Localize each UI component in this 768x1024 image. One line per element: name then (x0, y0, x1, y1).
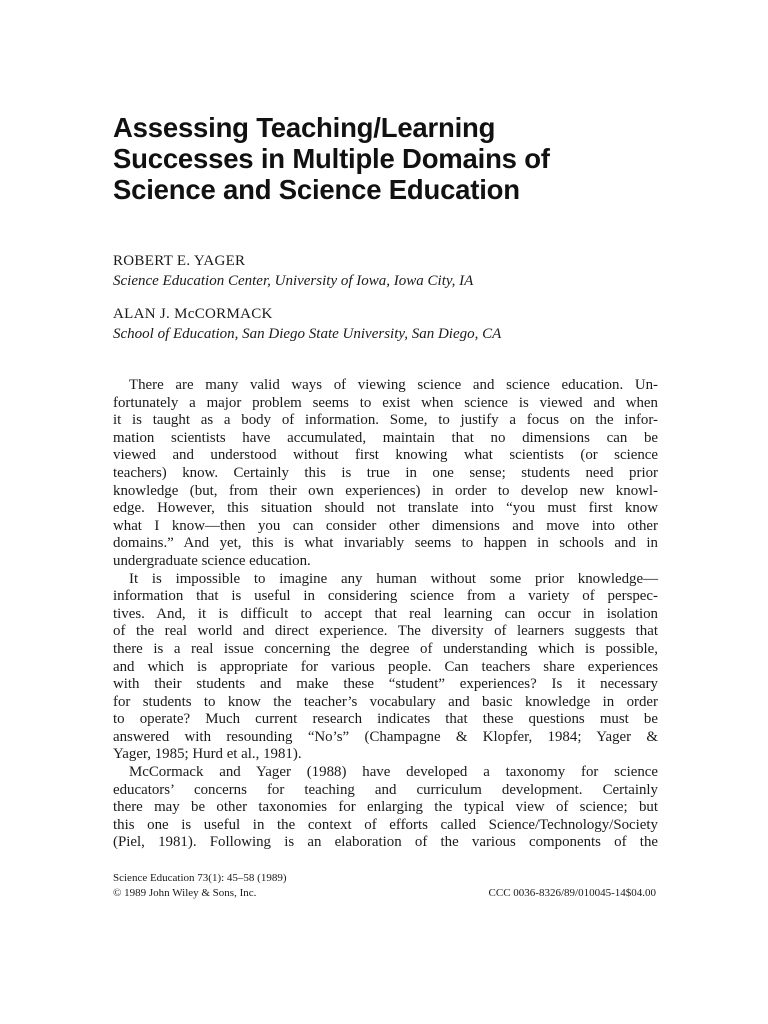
author-name: ALAN J. McCORMACK (113, 306, 273, 322)
body-line: answered with resounding “No’s” (Champagne & Klopfer, 1984; Yager & (113, 728, 658, 745)
author-name: ROBERT E. YAGER (113, 253, 246, 269)
journal-reference: Science Education 73(1): 45–58 (1989) (113, 872, 287, 884)
body-line: information that is useful in considering science from a variety of perspec- (113, 588, 658, 605)
body-line: tives. And, it is difficult to accept that real learning can occur in isolation (113, 605, 658, 622)
body-line: fortunately a major problem seems to exist when science is viewed and when (113, 394, 658, 411)
copyright-notice: © 1989 John Wiley & Sons, Inc. (113, 887, 257, 899)
article-body (113, 377, 658, 852)
body-line: knowledge (but, from their own experiences) in order to develop new knowl- (113, 482, 658, 499)
author-block-mccormack (113, 304, 673, 344)
body-line: for students to know the teacher’s vocabulary and basic knowledge in order (113, 693, 658, 710)
author-block-yager (113, 251, 673, 291)
body-line: There are many valid ways of viewing science and science education. Un- (129, 377, 658, 393)
body-line: Yager, 1985; Hurd et al., 1981). (113, 746, 302, 763)
body-line: domains.” And yet, this is what invariably seems to happen in schools and in (113, 535, 658, 552)
body-line: teachers) know. Certainly this is true in one sense; students need prior (113, 464, 658, 481)
title-line: Assessing Teaching/Learning (113, 112, 496, 143)
title-line: Science and Science Education (113, 174, 520, 205)
body-line: viewed and understood without first knowing what scientists (or science (113, 447, 658, 464)
journal-citation (113, 871, 287, 901)
body-line: there may be other taxonomies for enlarging the typical view of science; but (113, 799, 658, 816)
body-line: McCormack and Yager (1988) have developed a taxonomy for science (129, 764, 658, 781)
body-line: edge. However, this situation should not translate into “you must first know (113, 500, 658, 517)
article-title (113, 112, 673, 205)
body-line: of the real world and direct experience. The diversity of learners suggests that (113, 623, 658, 640)
body-line: this one is useful in the context of efforts called Science/Technology/Society (113, 816, 658, 833)
ccc-code: CCC 0036-8326/89/010045-14$04.00 (488, 887, 656, 899)
author-affiliation: School of Education, San Diego State University, San Diego, CA (113, 326, 502, 342)
body-line: what I know—then you can consider other dimensions and move into other (113, 517, 658, 534)
body-line: with their students and make these “student” experiences? Is it necessary (113, 676, 658, 693)
body-line: and which is appropriate for various people. Can teachers share experiences (113, 658, 658, 675)
author-affiliation: Science Education Center, University of Iowa, Iowa City, IA (113, 273, 474, 289)
body-line: educators’ concerns for teaching and curriculum development. Certainly (113, 781, 658, 798)
body-line: (Piel, 1981). Following is an elaboration of the various components of the (113, 834, 658, 851)
body-line: It is impossible to imagine any human without some prior knowledge— (129, 570, 658, 587)
body-line: mation scientists have accumulated, maintain that no dimensions can be (113, 429, 658, 446)
body-line: there is a real issue concerning the degree of understanding which is possible, (113, 640, 658, 657)
body-line: it is taught as a body of information. Some, to justify a focus on the infor- (113, 412, 658, 429)
body-line: undergraduate science education. (113, 552, 311, 569)
title-line: Successes in Multiple Domains of (113, 143, 550, 174)
body-line: to operate? Much current research indicates that these questions must be (113, 711, 658, 728)
